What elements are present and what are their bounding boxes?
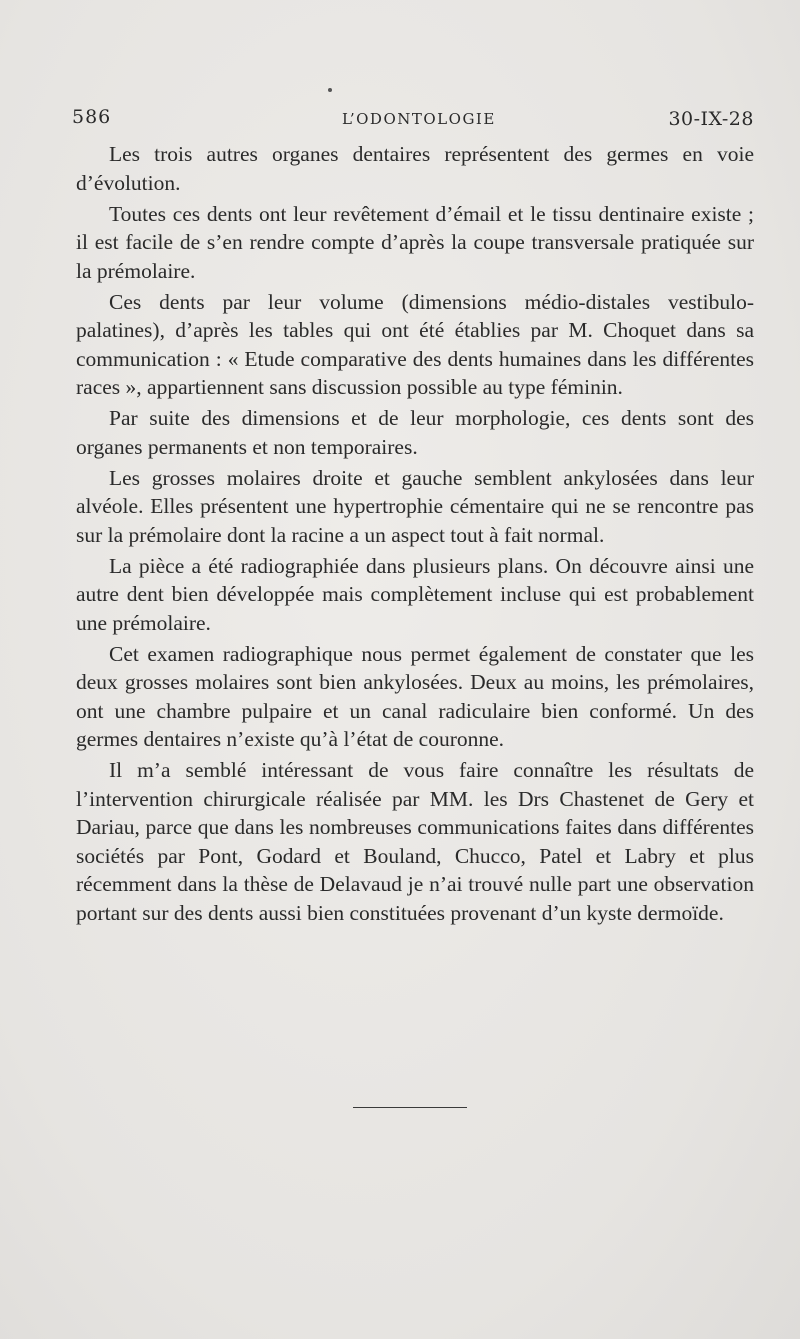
paragraph-permanent-teeth: Par suite des dimensions et de leur morphologie, ces dents sont des organes permanents et non temporaires. xyxy=(76,406,754,459)
paragraph-ankylosed-molars: Les grosses molaires droite et gauche semblent ankylosées dans leur alvéole. Elles présentent une hypertrophie cémentaire qui ne se rencontre pas sur la prémolaire dont la racine a un aspect tout à fait normal. xyxy=(76,465,754,547)
paragraph-radiography: La pièce a été radiographiée dans plusieurs plans. On découvre ainsi une autre dent bien développée mais complètement incluse qui est probablement une prémolaire. xyxy=(76,553,754,635)
issue-date: 30-IX-28 xyxy=(668,108,754,130)
paragraph-developing-germs: Les trois autres organes dentaires représentent des germes en voie d’évolution. xyxy=(76,142,754,195)
paragraph-tooth-volume: Ces dents par leur volume (dimensions médio-distales vestibulo-palatines), d’après les tables qui ont été établies par M. Choquet dans sa communication : « Etude comparative des dents humaines dans les différentes races », appartiennent sans discussion possible au type féminin. xyxy=(76,289,754,399)
ink-speck xyxy=(328,88,332,92)
paragraph-enamel-dentine: Toutes ces dents ont leur revêtement d’émail et le tissu dentinaire existe ; il est facile de s’en rendre compte d’après la coupe transversale pratiquée sur la prémolaire. xyxy=(76,201,754,283)
closing-rule xyxy=(353,1107,467,1108)
paragraph-radiographic-exam: Cet examen radiographique nous permet également de constater que les deux grosses molaires sont bien ankylosées. Deux au moins, les prémolaires, ont une chambre pulpaire et un canal radiculaire bien conformé. Un des germes dentaires n’existe qu’à l’état de couronne. xyxy=(76,641,754,751)
paragraph-conclusion: Il m’a semblé intéressant de vous faire connaître les résultats de l’intervention chirurgicale réalisée par MM. les Drs Chastenet de Gery et Dariau, parce que dans les nombreuses communications faites dans différentes sociétés par Pont, Godard et Bouland, Chucco, Patel et Labry et plus récemment dans la thèse de Delavaud je n’ai trouvé nulle part une observation portant sur des dents aussi bien constituées provenant d’un kyste dermoïde. xyxy=(76,758,754,925)
page-number: 586 xyxy=(72,106,112,128)
running-title: L’ODONTOLOGIE xyxy=(342,110,496,128)
article-body xyxy=(76,140,754,927)
page-header xyxy=(72,102,756,132)
